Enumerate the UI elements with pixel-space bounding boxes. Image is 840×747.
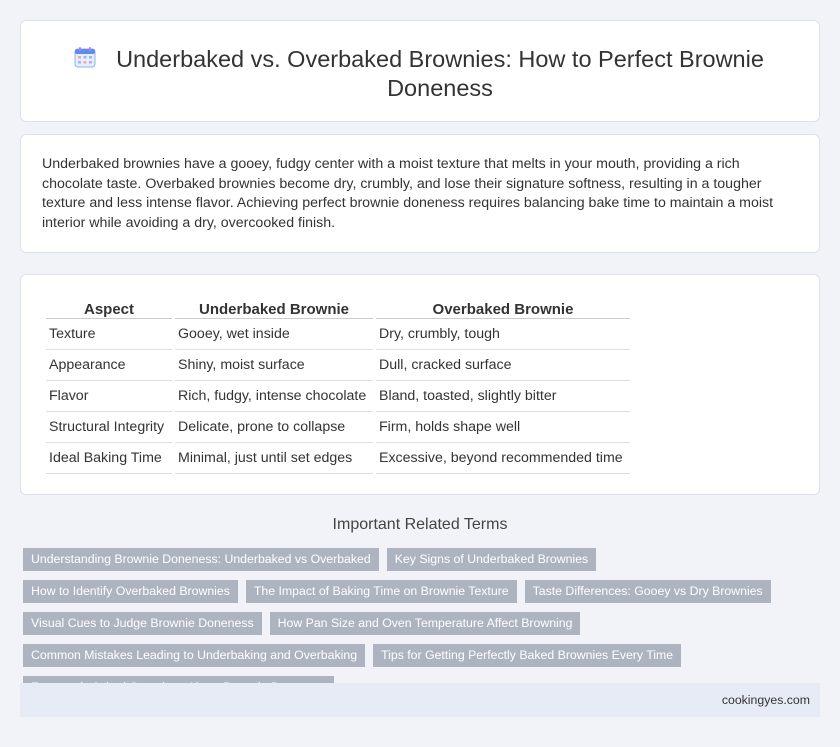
related-term-link[interactable]: Key Signs of Underbaked Brownies	[387, 548, 596, 571]
page-title: Underbaked vs. Overbaked Brownies: How to Perfect Brownie Doneness	[116, 46, 764, 101]
related-term-link[interactable]: Tips for Getting Perfectly Baked Brownies Every Time	[373, 644, 681, 667]
cell-aspect: Ideal Baking Time	[46, 443, 172, 474]
related-term-link[interactable]: Taste Differences: Gooey vs Dry Brownies	[525, 580, 771, 603]
table-row	[46, 350, 630, 381]
cell-overbaked: Excessive, beyond recommended time	[376, 443, 630, 474]
comparison-table	[43, 295, 633, 474]
cell-underbaked: Delicate, prone to collapse	[175, 412, 373, 443]
header-aspect: Aspect	[46, 295, 172, 319]
cell-overbaked: Dull, cracked surface	[376, 350, 630, 381]
related-terms-heading: Important Related Terms	[332, 516, 508, 533]
related-term-link[interactable]: How Pan Size and Oven Temperature Affect Browning	[270, 612, 581, 635]
header-underbaked: Underbaked Brownie	[175, 295, 373, 319]
table-row	[46, 319, 630, 350]
cell-underbaked: Minimal, just until set edges	[175, 443, 373, 474]
table-row	[46, 381, 630, 412]
cell-underbaked: Gooey, wet inside	[175, 319, 373, 350]
cell-aspect: Structural Integrity	[46, 412, 172, 443]
related-term-link[interactable]: The Impact of Baking Time on Brownie Texture	[246, 580, 517, 603]
related-term-link[interactable]: How to Identify Overbaked Brownies	[23, 580, 238, 603]
related-term-link[interactable]: Understanding Brownie Doneness: Underbaked vs Overbaked	[23, 548, 379, 571]
related-term-link[interactable]: Common Mistakes Leading to Underbaking and Overbaking	[23, 644, 365, 667]
title-card	[20, 20, 820, 122]
cell-overbaked: Bland, toasted, slightly bitter	[376, 381, 630, 412]
table-header-row	[46, 295, 630, 319]
cell-aspect: Flavor	[46, 381, 172, 412]
cell-underbaked: Rich, fudgy, intense chocolate	[175, 381, 373, 412]
cell-underbaked: Shiny, moist surface	[175, 350, 373, 381]
cell-overbaked: Firm, holds shape well	[376, 412, 630, 443]
header-overbaked: Overbaked Brownie	[376, 295, 630, 319]
footer	[20, 683, 820, 717]
site-name: cookingyes.com	[721, 693, 810, 707]
cell-aspect: Texture	[46, 319, 172, 350]
comparison-table-card	[20, 274, 820, 495]
intro-paragraph: Underbaked brownies have a gooey, fudgy center with a moist texture that melts in your mouth, providing a rich chocolate taste. Overbaked brownies become dry, crumbly, and lose their signature softness, resulting in a tougher texture and less intense flavor. Achieving perfect brownie doneness requires balancing bake time to maintain a moist interior while avoiding a dry, overcooked finish.	[42, 156, 774, 231]
intro-card	[20, 134, 820, 253]
cell-overbaked: Dry, crumbly, tough	[376, 319, 630, 350]
cell-aspect: Appearance	[46, 350, 172, 381]
table-row	[46, 443, 630, 474]
related-term-link[interactable]: Visual Cues to Judge Brownie Doneness	[23, 612, 262, 635]
related-terms-list	[23, 548, 813, 699]
table-row	[46, 412, 630, 443]
